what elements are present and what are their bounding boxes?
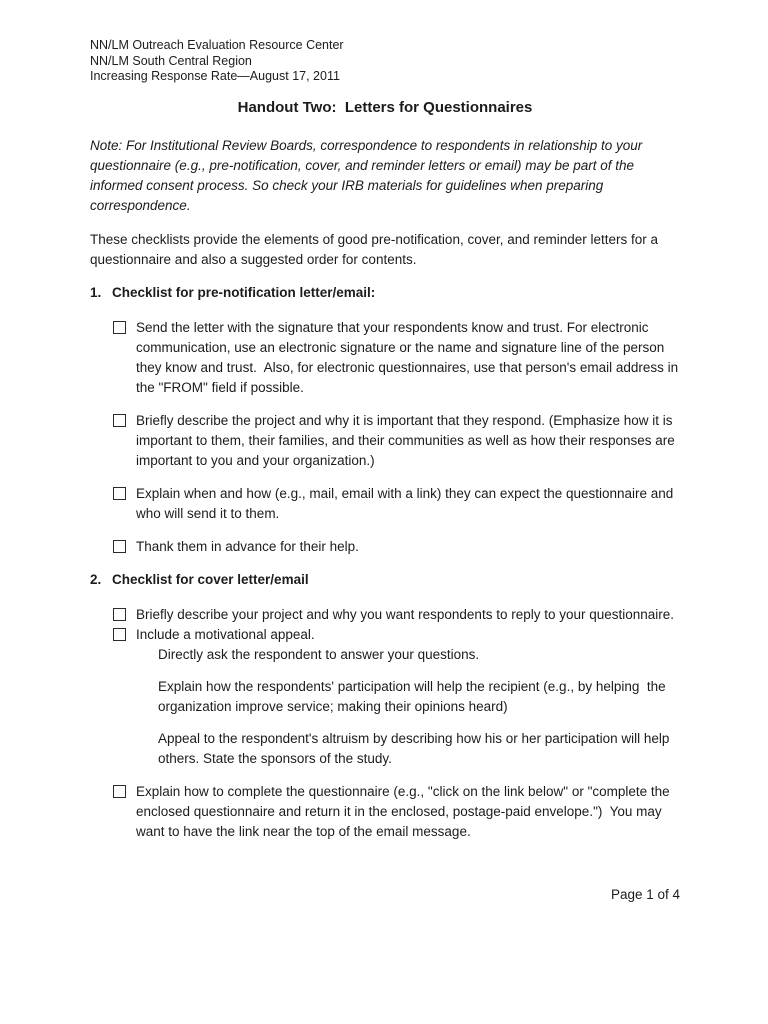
checkbox-icon bbox=[113, 608, 126, 621]
checkbox-icon bbox=[113, 785, 126, 798]
page-title: Handout Two: Letters for Questionnaires bbox=[237, 98, 533, 116]
header-line-region: NN/LM South Central Region bbox=[90, 53, 252, 68]
section-heading-text: Checklist for cover letter/email bbox=[112, 571, 309, 587]
checklist-item bbox=[113, 537, 680, 557]
section-number: 2. bbox=[90, 571, 102, 587]
checkbox-icon bbox=[113, 540, 126, 553]
section-heading bbox=[90, 283, 680, 303]
section-cover-letter bbox=[90, 570, 680, 842]
header-line-org: NN/LM Outreach Evaluation Resource Center bbox=[90, 38, 344, 52]
checklist-item bbox=[113, 782, 680, 842]
section-pre-notification bbox=[90, 283, 680, 557]
checklist bbox=[113, 318, 680, 557]
checklist-item bbox=[113, 605, 680, 625]
checklist-item-text: Send the letter with the signature that your respondents know and trust. For electronic communication, use an electronic signature or the name and signature line of the person they know and trust. Also, for electronic questionnaires, use that person's email address in the "FROM" field if possible. bbox=[136, 319, 682, 395]
page-number-label: Page 1 of 4 bbox=[610, 886, 680, 902]
checklist-item bbox=[113, 318, 680, 398]
section-heading bbox=[90, 570, 680, 590]
checklist-item-text: Explain how to complete the questionnaire (e.g., "click on the link below" or "complete the enclosed questionnaire and return it in the enclosed, postage-paid envelope.") You may want to have the link near the top of the email message. bbox=[136, 783, 674, 839]
checklist-item bbox=[113, 484, 680, 524]
checklist-item-text: Include a motivational appeal. bbox=[136, 626, 315, 642]
irb-note-paragraph: Note: For Institutional Review Boards, correspondence to respondents in relationship to your questionnaire (e.g., pre-notification, cover, and reminder letters or email) may be part of the informed consent process. So check your IRB materials for guidelines when preparing correspondence. bbox=[90, 137, 647, 213]
checklist-item-text: Briefly describe the project and why it is important that they respond. (Emphasize how it is important to them, their families, and their communities as well as how their responses are important to you and your organization.) bbox=[136, 412, 679, 468]
checkbox-icon bbox=[113, 414, 126, 427]
header-line-date: Increasing Response Rate—August 17, 2011 bbox=[90, 69, 340, 83]
section-heading-text: Checklist for pre-notification letter/email: bbox=[112, 284, 376, 300]
checkbox-icon bbox=[113, 321, 126, 334]
checklist-subitem-text: Directly ask the respondent to answer your questions. bbox=[158, 646, 480, 662]
checklist-item-text: Thank them in advance for their help. bbox=[136, 538, 359, 554]
checklist-item-text: Briefly describe your project and why you want respondents to reply to your questionnaire. bbox=[136, 606, 675, 622]
checklist bbox=[113, 605, 680, 842]
checklist-subitems bbox=[158, 645, 680, 769]
checklist-item bbox=[113, 411, 680, 471]
document-header bbox=[90, 38, 680, 85]
checkbox-icon bbox=[113, 628, 126, 641]
section-number: 1. bbox=[90, 284, 102, 300]
page-footer bbox=[90, 885, 680, 905]
checkbox-icon bbox=[113, 487, 126, 500]
checklist-item bbox=[113, 625, 680, 645]
checklist-subitem-text: Appeal to the respondent's altruism by describing how his or her participation will help others. State the sponsors of the study. bbox=[158, 730, 674, 766]
checklist-subitem-text: Explain how the respondents' participation will help the recipient (e.g., by helping the organization improve service; making their opinions heard) bbox=[158, 678, 670, 714]
intro-paragraph: These checklists provide the elements of good pre-notification, cover, and reminder letters for a questionnaire and also a suggested order for contents. bbox=[90, 231, 662, 267]
checklist-item-text: Explain when and how (e.g., mail, email with a link) they can expect the questionnaire and who will send it to them. bbox=[136, 485, 678, 521]
